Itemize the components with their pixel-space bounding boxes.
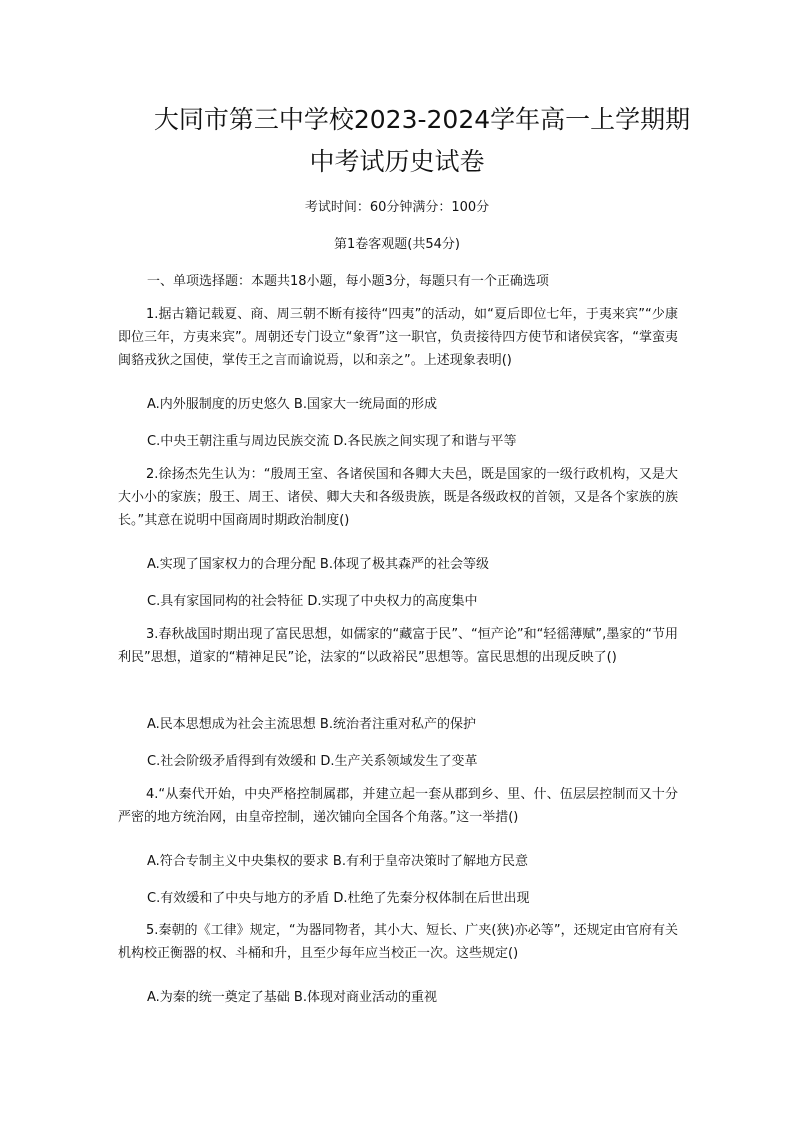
question-3-stem: 3.春秋战国时期出现了富民思想，如儒家的“藏富于民”、“恒产论”和“轻徭薄赋”,墨家的“节用利民”思想，道家的“精神足民”论，法家的“以政裕民”思想等。富民思想的出现反映了()	[118, 627, 678, 665]
question-1-options-cd: C.中央王朝注重与周边民族交流 D.各民族之间实现了和谐与平等	[147, 434, 517, 449]
question-1-stem: 1.据古籍记载夏、商、周三朝不断有接待“四夷”的活动，如“夏后即位七年，于夷来宾”“少康即位三年，方夷来宾”。周朝还专门设立“象胥”这一职官，负责接待四方使节和诸侯宾客，“掌蛮夷闽貉戎狄之国使，掌传王之言而谕说焉，以和亲之”。上述现象表明()	[118, 307, 678, 368]
exam-title-line-2: 中考试历史试卷	[309, 147, 485, 176]
question-1-options-ab: A.内外服制度的历史悠久 B.国家大一统局面的形成	[147, 397, 437, 412]
exam-title-line-1: 大同市第三中学校2023-2024学年高一上学期期	[153, 105, 691, 134]
question-4-options-cd: C.有效缓和了中央与地方的矛盾 D.杜绝了先秦分权体制在后世出现	[147, 891, 530, 906]
question-4-options-ab: A.符合专制主义中央集权的要求 B.有利于皇帝决策时了解地方民意	[147, 854, 528, 869]
question-2-options-cd: C.具有家国同构的社会特征 D.实现了中央权力的高度集中	[147, 594, 478, 609]
section-instruction: 一、单项选择题：本题共18小题，每小题3分，每题只有一个正确选项	[147, 274, 549, 289]
question-5-stem: 5.秦朝的《工律》规定，“为器同物者，其小大、短长、广夹(狭)亦必等”，还规定由官府有关机构校正衡器的权、斗桶和升，且至少每年应当校正一次。这些规定()	[118, 923, 678, 961]
question-3-options-cd: C.社会阶级矛盾得到有效缓和 D.生产关系领域发生了变革	[147, 754, 478, 769]
question-2-options-ab: A.实现了国家权力的合理分配 B.体现了极其森严的社会等级	[147, 557, 489, 572]
exam-time-and-score: 考试时间：60分钟满分：100分	[304, 200, 490, 215]
question-2-stem: 2.徐扬杰先生认为：“殷周王室、各诸侯国和各卿大夫邑，既是国家的一级行政机构，又是大大小小的家族；殷王、周王、诸侯、卿大夫和各级贵族，既是各级政权的首领，又是各个家族的族长。”其意在说明中国商周时期政治制度()	[118, 467, 678, 528]
question-3-options-ab: A.民本思想成为社会主流思想 B.统治者注重对私产的保护	[147, 717, 476, 732]
question-5-options-ab: A.为秦的统一奠定了基础 B.体现对商业活动的重视	[147, 990, 437, 1005]
question-4-stem: 4.“从秦代开始，中央严格控制属郡，并建立起一套从郡到乡、里、什、伍层层控制而又十分严密的地方统治网，由皇帝控制，递次铺向全国各个角落。”这一举措()	[118, 787, 678, 825]
volume-heading: 第1卷客观题(共54分)	[334, 237, 460, 252]
